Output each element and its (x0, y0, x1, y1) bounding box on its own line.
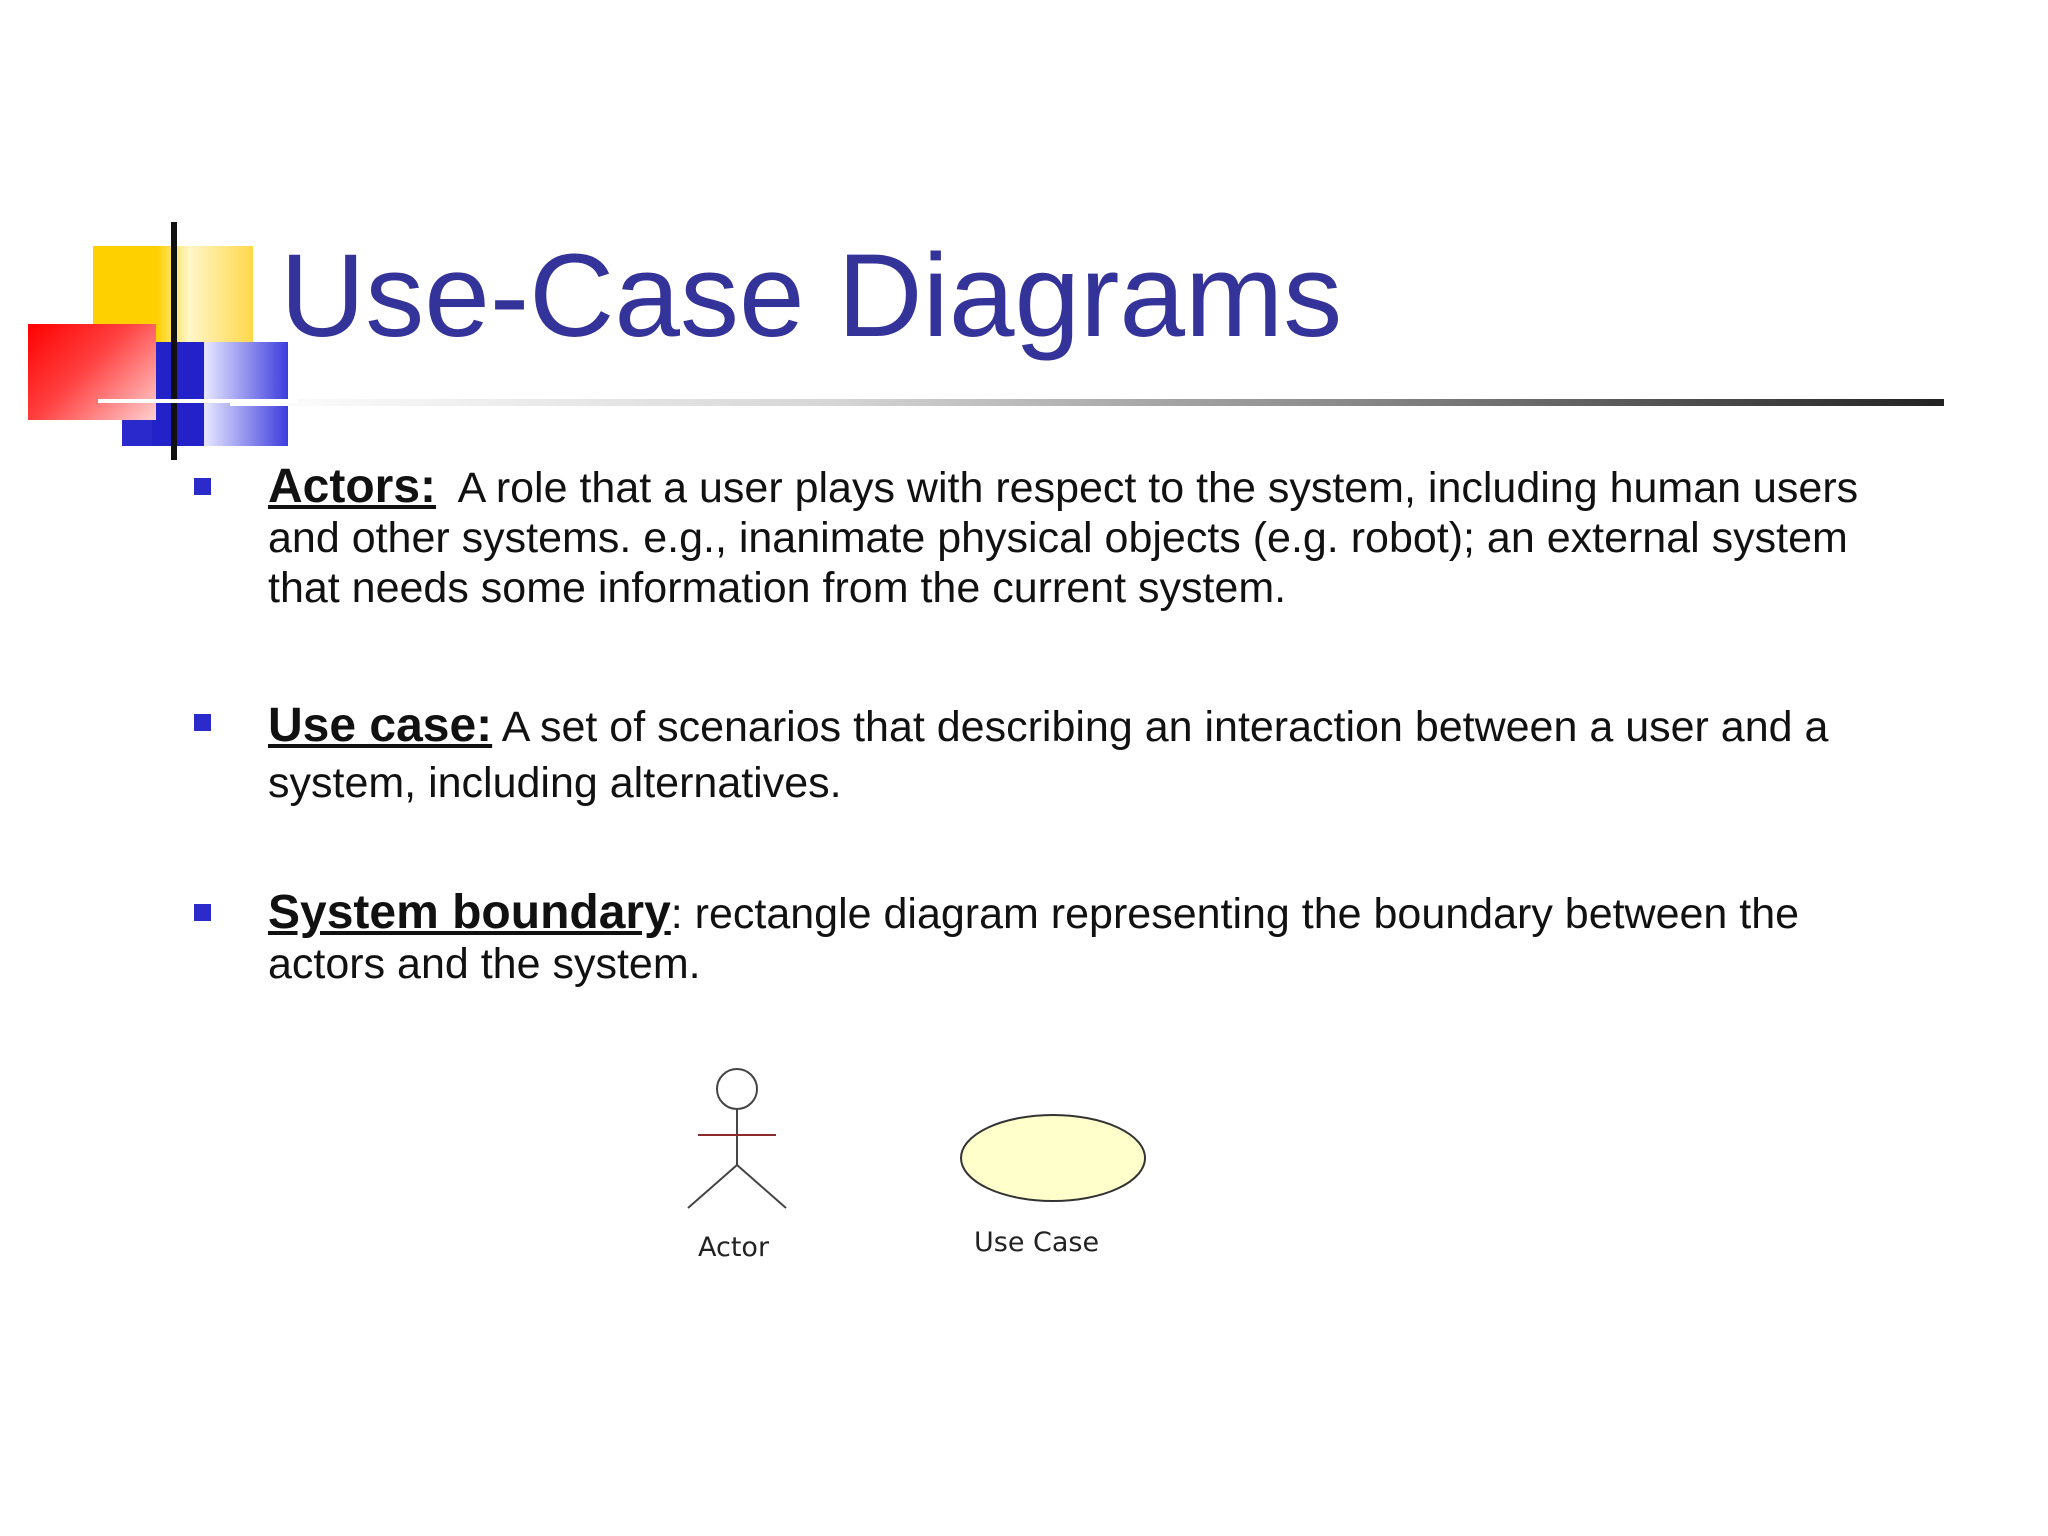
slide-title: Use-Case Diagrams (280, 230, 1343, 362)
bullet-text (268, 698, 1888, 811)
bullet-description: A set of scenarios that describing an interaction between a user and a system, including alternatives. (268, 703, 1829, 807)
bullet-description: A role that a user plays with respect to the system, including human users and other systems. e.g., inanimate physical objects (e.g. robot); an external system that needs some information from the current system. (268, 464, 1859, 612)
bullet-description: : rectangle diagram representing the boundary between the actors and the system. (268, 890, 1800, 988)
use-case-label: Use Case (974, 1227, 1100, 1258)
logo-white-line (98, 399, 298, 403)
use-case-notation-diagram (660, 1060, 1180, 1290)
bullet-text (268, 462, 1888, 613)
bullet-square-icon (194, 904, 211, 921)
bullet-term: Use case: (268, 699, 493, 752)
actor-right-leg (737, 1165, 786, 1208)
logo-vertical-line (171, 222, 177, 460)
title-underline (230, 399, 1944, 406)
bullet-term: Actors: (268, 460, 437, 513)
bullet-text (268, 888, 1888, 989)
use-case-ellipse (961, 1115, 1145, 1201)
logo-red-square (28, 324, 156, 420)
logo-blue-dark-square (152, 342, 204, 446)
actor-stick-figure-icon (688, 1069, 786, 1208)
bullet-square-icon (194, 478, 211, 495)
bullet-term: System boundary (268, 886, 671, 939)
actor-label: Actor (698, 1232, 770, 1263)
bullet-square-icon (194, 714, 211, 731)
actor-head (717, 1069, 757, 1109)
actor-left-leg (688, 1165, 737, 1208)
